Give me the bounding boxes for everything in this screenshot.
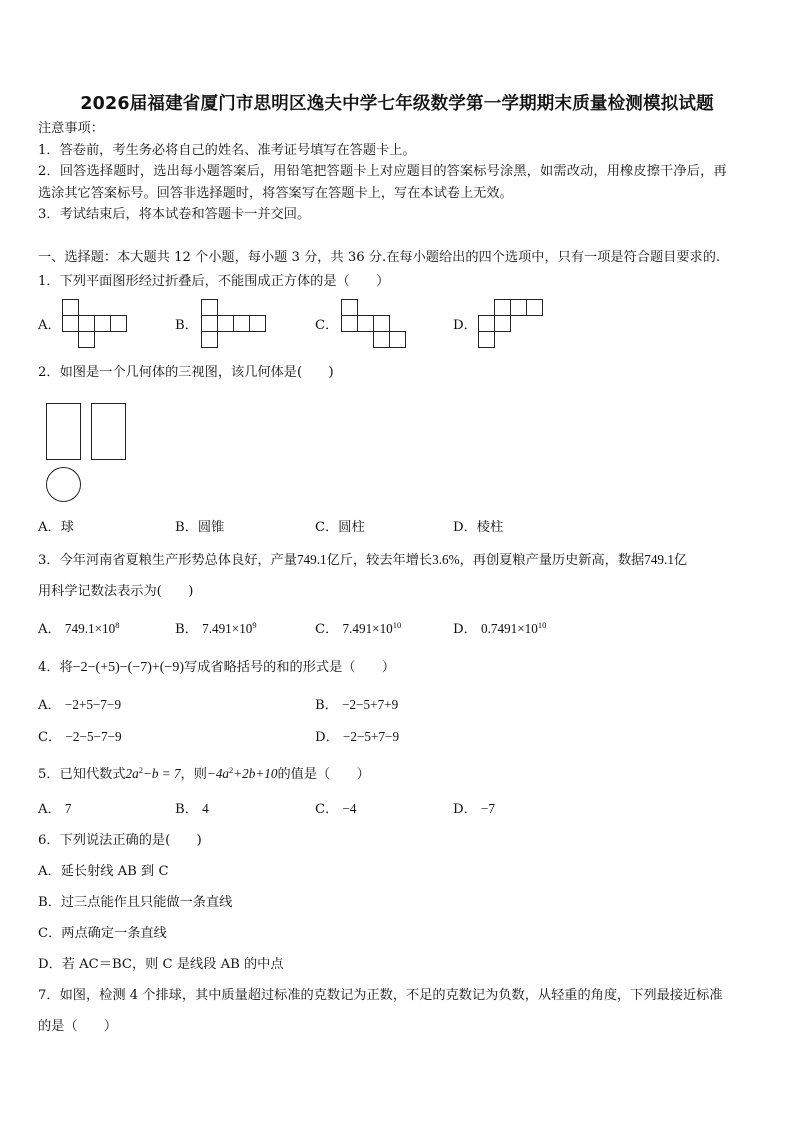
q2-option-a: A．球	[38, 520, 74, 535]
q2-stem: 2．如图是一个几何体的三视图，该几何体是( )	[38, 365, 334, 380]
q3-option-c: C． $7.491\times 10^{10}$	[315, 620, 402, 637]
q5-stem: 5．已知代数式$2a^2-b = 7$，则$-4a^2+2b+10$的值是（ ）	[38, 765, 370, 782]
q1-label-d: D．	[453, 318, 477, 333]
q2-option-d: D．棱柱	[453, 520, 504, 535]
q2-top-view	[46, 467, 81, 502]
note-3: 3．考试结束后，将本试卷和答题卡一并交回。	[38, 207, 311, 222]
q1-label-b: B．	[175, 318, 198, 333]
note-2-line-1: 2．回答选择题时，选出每小题答案后，用铅笔把答题卡上对应题目的答案标号涂黑，如需改动，用橡皮擦干净后，再	[38, 164, 727, 179]
q3-option-b: B． $7.491\times 10^9$	[175, 620, 257, 637]
q5-option-c: C． −4	[315, 801, 357, 817]
note-1: 1．答卷前，考生务必将自己的姓名、准考证号填写在答题卡上。	[38, 143, 416, 158]
q2-front-view	[46, 403, 81, 460]
q5-option-d: D． −7	[453, 801, 495, 817]
q2-side-view	[91, 403, 126, 460]
q6-stem: 6．下列说法正确的是( )	[38, 833, 202, 848]
q1-stem: 1．下列平面图形经过折叠后，不能围成正方体的是（ ）	[38, 274, 390, 289]
note-2-line-2: 选涂其它答案标号。回答非选择题时，将答案写在答题卡上，写在本试卷上无效。	[38, 186, 513, 201]
q4-option-c: C． −2−5−7−9	[38, 729, 122, 745]
q5-option-a: A． 7	[38, 801, 72, 817]
section-heading: 一、选择题：本大题共 12 个小题，每小题 3 分，共 36 分.在每小题给出的四个选项中，只有一项是符合题目要求的.	[38, 250, 721, 265]
q3-option-a: A． $749.1\times 10^8$	[38, 620, 120, 637]
q4-stem: 4．将−2−(+5)−(−7)+(−9)写成省略括号的和的形式是（ ）	[38, 660, 396, 675]
q2-option-b: B．圆锥	[175, 520, 225, 535]
q4-option-a: A． −2+5−7−9	[38, 697, 122, 713]
q6-option-a: A．延长射线 AB 到 C	[38, 864, 169, 879]
q4-option-d: D． −2−5+7−9	[315, 729, 400, 745]
notes-heading: 注意事项：	[38, 121, 104, 136]
q1-label-a: A．	[38, 318, 61, 333]
q1-label-c: C．	[315, 318, 339, 333]
q7-stem-line-2: 的是（ ）	[38, 1019, 118, 1034]
q7-stem-line-1: 7．如图，检测 4 个排球，其中质量超过标准的克数记为正数，不足的克数记为负数，从轻重的角度，下列最接近标准	[38, 988, 723, 1003]
q5-option-b: B． 4	[175, 801, 209, 817]
q6-option-b: B．过三点能作且只能做一条直线	[38, 895, 233, 910]
q2-option-c: C．圆柱	[315, 520, 365, 535]
q3-option-d: D． $0.7491\times 10^{10}$	[453, 620, 547, 637]
q6-option-d: D．若 AC＝BC，则 C 是线段 AB 的中点	[38, 957, 284, 972]
q3-stem-line-2: 用科学记数法表示为( )	[38, 584, 194, 599]
q4-option-b: B． −2−5+7+9	[315, 697, 399, 713]
q3-stem-line-1: 3．今年河南省夏粮生产形势总体良好，产量749.1亿斤，较去年增长3.6%，再创夏粮产量历史新高，数据749.1亿	[38, 552, 688, 568]
exam-title: 2026届福建省厦门市思明区逸夫中学七年级数学第一学期期末质量检测模拟试题	[80, 94, 714, 114]
q6-option-c: C．两点确定一条直线	[38, 926, 167, 941]
